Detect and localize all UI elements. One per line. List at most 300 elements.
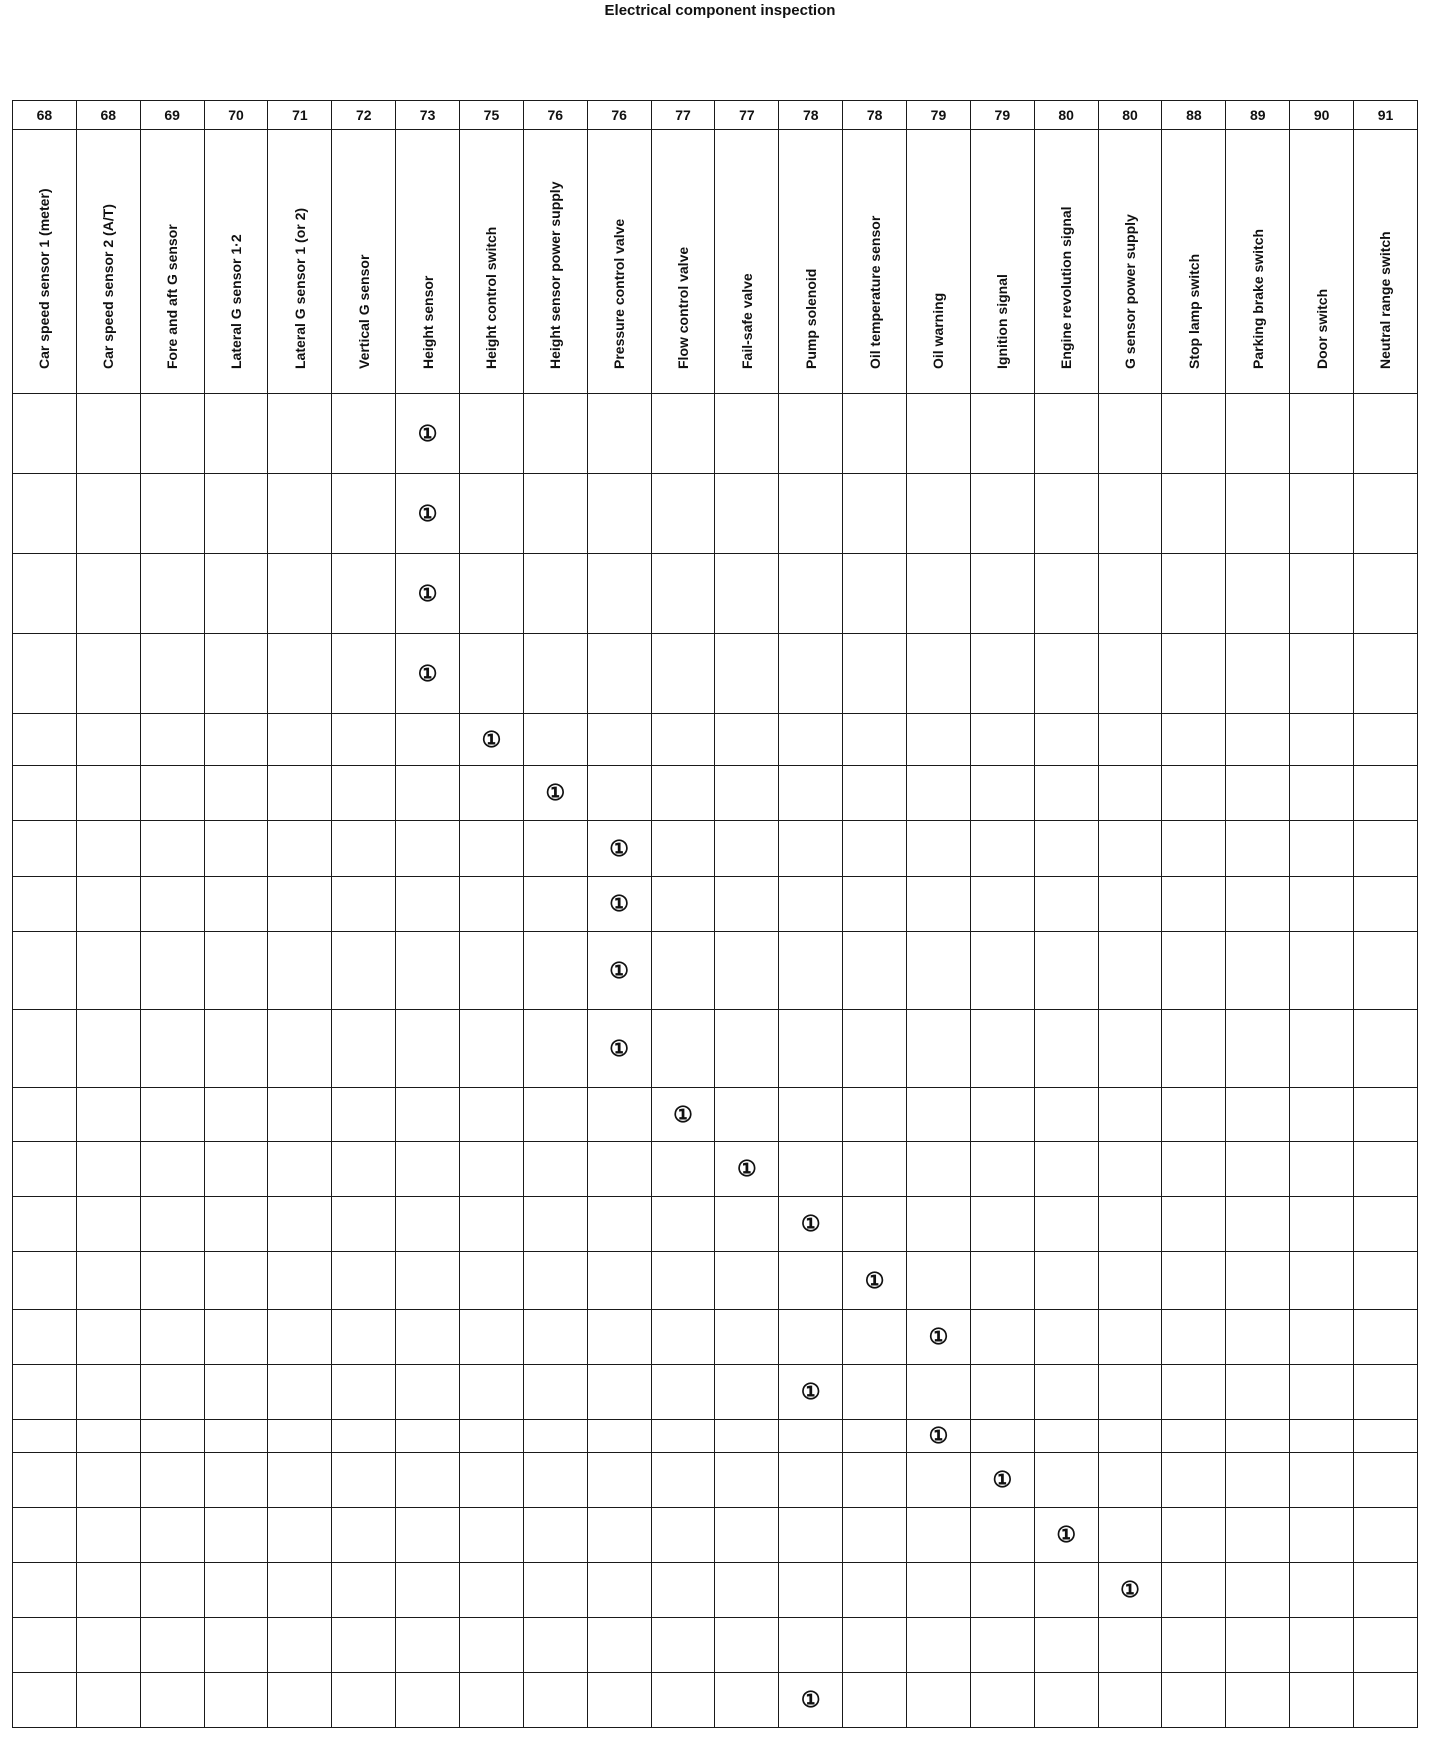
table-cell [1226,1618,1290,1673]
table-cell [715,1010,779,1088]
table-cell [1226,394,1290,474]
table-cell [1098,394,1162,474]
table-cell [1098,634,1162,714]
table-cell [970,766,1034,821]
table-cell [587,1088,651,1142]
component-label-cell [651,130,715,394]
table-cell [1226,1010,1290,1088]
table-cell [13,932,77,1010]
inspection-mark: ① [992,1467,1013,1492]
table-cell [204,554,268,634]
page-number-cell: 70 [204,101,268,130]
table-cell [715,1197,779,1252]
table-cell [843,1088,907,1142]
table-cell [204,821,268,877]
table-cell [460,1508,524,1563]
table-cell [13,1420,77,1453]
table-cell [587,1142,651,1197]
table-cell [396,932,460,1010]
table-cell [651,634,715,714]
table-cell [651,1088,715,1142]
table-cell [396,634,460,714]
table-cell [779,1010,843,1088]
table-cell [460,1010,524,1088]
table-cell [523,634,587,714]
table-cell [268,1365,332,1420]
table-cell [970,1563,1034,1618]
table-cell [1354,1673,1418,1728]
table-cell [715,714,779,766]
component-label-cell [715,130,779,394]
table-cell [1162,1252,1226,1310]
table-row [13,1365,1418,1420]
table-cell [396,1252,460,1310]
table-cell [1098,766,1162,821]
table-cell [651,1310,715,1365]
table-cell [843,394,907,474]
table-cell [140,1365,204,1420]
table-cell [13,554,77,634]
table-row [13,1310,1418,1365]
table-cell [1354,932,1418,1010]
table-cell [779,1508,843,1563]
component-label: Fore and aft G sensor [164,224,181,369]
table-cell [1354,1365,1418,1420]
table-cell [1034,1508,1098,1563]
table-cell [843,1673,907,1728]
table-cell [907,1088,971,1142]
table-cell [587,766,651,821]
table-cell [587,1365,651,1420]
table-cell [970,1142,1034,1197]
page-number-cell: 68 [76,101,140,130]
component-label: Car speed sensor 2 (A/T) [100,204,117,369]
table-cell [204,1142,268,1197]
table-cell [523,1618,587,1673]
table-cell [332,1197,396,1252]
component-label: G sensor power supply [1122,214,1139,369]
table-cell [332,634,396,714]
inspection-mark: ① [609,835,630,861]
table-cell [1290,1508,1354,1563]
table-cell [715,1365,779,1420]
table-cell [204,1010,268,1088]
table-cell [523,1010,587,1088]
table-cell [1098,1563,1162,1618]
table-cell [76,1453,140,1508]
table-cell [396,1673,460,1728]
table-cell [970,394,1034,474]
table-cell [779,1197,843,1252]
table-cell [715,877,779,932]
component-label: Height sensor power supply [547,181,564,369]
table-row [13,932,1418,1010]
inspection-table-container [12,100,1417,1740]
table-cell [1034,1453,1098,1508]
table-cell [1098,1618,1162,1673]
page-number-cell: 90 [1290,101,1354,130]
table-cell [651,877,715,932]
table-row [13,821,1418,877]
page-number-cell: 76 [587,101,651,130]
table-cell [13,1618,77,1673]
table-cell [204,1310,268,1365]
table-cell [204,714,268,766]
table-cell [1034,634,1098,714]
table-cell [523,1453,587,1508]
table-cell [396,1508,460,1563]
component-label-cell [779,130,843,394]
table-cell [204,932,268,1010]
table-cell [523,1088,587,1142]
table-cell [140,1453,204,1508]
table-cell [268,474,332,554]
table-cell [140,634,204,714]
table-cell [907,1010,971,1088]
table-cell [587,554,651,634]
table-cell [140,877,204,932]
inspection-mark: ① [800,1687,821,1712]
table-cell [907,1453,971,1508]
table-cell [13,821,77,877]
table-cell [268,766,332,821]
table-cell [396,1010,460,1088]
table-cell [907,1618,971,1673]
table-cell [1162,474,1226,554]
table-cell [715,766,779,821]
table-cell [1162,634,1226,714]
table-cell [204,394,268,474]
table-cell [651,1563,715,1618]
table-cell [779,766,843,821]
table-cell [268,1453,332,1508]
table-row [13,1252,1418,1310]
table-cell [715,1252,779,1310]
inspection-mark: ① [928,1324,949,1349]
table-cell [268,1618,332,1673]
table-cell [1226,1453,1290,1508]
table-cell [1226,1365,1290,1420]
table-row [13,634,1418,714]
table-cell [651,714,715,766]
table-cell [843,1010,907,1088]
table-cell [140,1252,204,1310]
table-cell [970,1508,1034,1563]
table-cell [1290,1673,1354,1728]
table-cell [268,932,332,1010]
table-cell [204,1197,268,1252]
table-cell [76,634,140,714]
page-number-cell: 79 [907,101,971,130]
component-label-cell [76,130,140,394]
table-cell [140,1563,204,1618]
table-cell [523,1142,587,1197]
table-cell [651,1010,715,1088]
table-cell [268,1197,332,1252]
table-cell [396,766,460,821]
table-cell [1354,1142,1418,1197]
table-cell [651,1618,715,1673]
table-cell [204,1453,268,1508]
table-cell [204,1673,268,1728]
table-cell [779,1420,843,1453]
table-cell [460,932,524,1010]
component-label-cell [396,130,460,394]
table-cell [587,1010,651,1088]
table-cell [332,474,396,554]
table-cell [587,474,651,554]
table-cell [332,1310,396,1365]
page-number-cell: 75 [460,101,524,130]
table-cell [13,1197,77,1252]
table-cell [268,1508,332,1563]
table-cell [651,1142,715,1197]
table-cell [1162,821,1226,877]
table-cell [779,1088,843,1142]
inspection-mark: ① [1056,1522,1077,1547]
table-cell [140,821,204,877]
table-cell [1034,821,1098,877]
page-number-cell: 71 [268,101,332,130]
table-cell [76,1563,140,1618]
table-cell [1226,1508,1290,1563]
table-cell [1290,554,1354,634]
table-cell [715,394,779,474]
table-cell [1162,1673,1226,1728]
table-cell [1098,1420,1162,1453]
table-cell [715,1618,779,1673]
table-cell [204,1088,268,1142]
table-cell [843,1563,907,1618]
table-cell [970,877,1034,932]
table-cell [523,474,587,554]
table-cell [1290,474,1354,554]
component-label: Door switch [1313,288,1330,369]
component-label: Vertical G sensor [355,254,372,369]
table-cell [140,766,204,821]
table-cell [970,1310,1034,1365]
table-cell [1034,932,1098,1010]
table-cell [13,766,77,821]
table-cell [715,474,779,554]
table-row [13,1088,1418,1142]
table-cell [907,766,971,821]
table-cell [460,821,524,877]
table-cell [1290,1310,1354,1365]
table-cell [13,1563,77,1618]
page-number-cell: 79 [970,101,1034,130]
table-cell [907,394,971,474]
table-cell [843,474,907,554]
table-cell [907,1197,971,1252]
table-cell [13,1010,77,1088]
component-label: Flow control valve [675,246,692,369]
page-number-cell: 80 [1034,101,1098,130]
table-cell [460,1252,524,1310]
table-cell [1354,877,1418,932]
table-cell [332,821,396,877]
table-cell [1162,1142,1226,1197]
table-cell [1354,394,1418,474]
table-cell [1034,1563,1098,1618]
table-cell [1034,1088,1098,1142]
component-label: Stop lamp switch [1185,253,1202,369]
table-cell [1290,1420,1354,1453]
table-cell [1162,877,1226,932]
component-label-cell [1354,130,1418,394]
table-cell [1354,1310,1418,1365]
table-cell [460,1420,524,1453]
table-cell [268,714,332,766]
table-cell [651,1252,715,1310]
table-cell [651,1673,715,1728]
component-label-cell [1162,130,1226,394]
table-row [13,1453,1418,1508]
table-cell [843,766,907,821]
table-cell [268,1563,332,1618]
table-cell [523,821,587,877]
table-cell [843,554,907,634]
table-cell [1226,1088,1290,1142]
table-cell [779,821,843,877]
table-cell [843,714,907,766]
table-cell [523,394,587,474]
inspection-table [12,100,1418,1728]
component-label-cell [843,130,907,394]
table-cell [779,932,843,1010]
table-cell [1226,821,1290,877]
table-cell [460,634,524,714]
component-label: Fail-safe valve [738,273,755,369]
table-cell [523,1420,587,1453]
table-cell [76,1673,140,1728]
table-cell [1354,1010,1418,1088]
table-cell [523,1508,587,1563]
table-cell [76,1010,140,1088]
table-cell [76,1508,140,1563]
table-cell [1354,474,1418,554]
table-cell [204,1563,268,1618]
component-label-cell [204,130,268,394]
component-label-cell [907,130,971,394]
table-cell [332,1420,396,1453]
table-cell [907,1252,971,1310]
table-cell [779,1673,843,1728]
table-cell [1290,1197,1354,1252]
table-cell [460,714,524,766]
table-row [13,1618,1418,1673]
table-cell [1290,821,1354,877]
table-cell [76,474,140,554]
page-number-cell: 72 [332,101,396,130]
table-cell [1034,1252,1098,1310]
table-cell [332,932,396,1010]
component-label-cell [332,130,396,394]
table-cell [1162,1088,1226,1142]
table-cell [1290,1142,1354,1197]
table-cell [268,877,332,932]
component-label: Oil warning [930,292,947,369]
table-cell [715,634,779,714]
table-cell [1034,766,1098,821]
table-cell [1034,1010,1098,1088]
table-cell [13,394,77,474]
table-cell [1290,1252,1354,1310]
table-cell [332,1252,396,1310]
table-cell [715,821,779,877]
table-cell [1354,821,1418,877]
table-cell [651,821,715,877]
table-cell [204,1508,268,1563]
table-cell [843,1252,907,1310]
table-cell [1290,877,1354,932]
table-cell [268,1420,332,1453]
table-cell [76,1420,140,1453]
table-cell [204,766,268,821]
table-cell [1354,1453,1418,1508]
table-cell [843,1508,907,1563]
table-cell [396,714,460,766]
table-cell [1162,932,1226,1010]
table-cell [1290,766,1354,821]
table-cell [779,394,843,474]
table-cell [1290,1453,1354,1508]
table-cell [1226,1420,1290,1453]
table-cell [1162,1420,1226,1453]
table-cell [76,1088,140,1142]
table-row [13,766,1418,821]
table-row [13,1563,1418,1618]
table-cell [140,1197,204,1252]
component-label: Ignition signal [994,274,1011,369]
page-number-row [13,101,1418,130]
table-cell [779,877,843,932]
table-cell [715,1508,779,1563]
table-cell [1354,634,1418,714]
table-cell [13,634,77,714]
table-cell [1226,766,1290,821]
table-cell [843,1453,907,1508]
table-cell [587,1310,651,1365]
table-cell [1354,1563,1418,1618]
table-cell [1162,1508,1226,1563]
page-number-cell: 77 [715,101,779,130]
table-cell [651,1420,715,1453]
table-cell [843,1142,907,1197]
table-cell [970,1197,1034,1252]
table-cell [76,1142,140,1197]
table-cell [13,714,77,766]
table-cell [1354,1508,1418,1563]
table-cell [460,554,524,634]
table-cell [460,474,524,554]
table-cell [332,1618,396,1673]
page-number-cell: 89 [1226,101,1290,130]
table-cell [1354,1420,1418,1453]
table-cell [970,1673,1034,1728]
table-cell [332,1142,396,1197]
table-cell [460,1673,524,1728]
component-label-row [13,130,1418,394]
table-cell [13,1508,77,1563]
table-cell [907,634,971,714]
table-cell [1354,714,1418,766]
inspection-mark: ① [417,660,438,686]
table-cell [13,877,77,932]
table-cell [1098,714,1162,766]
component-label-cell [1034,130,1098,394]
component-label: Lateral G sensor 1·2 [228,234,244,369]
